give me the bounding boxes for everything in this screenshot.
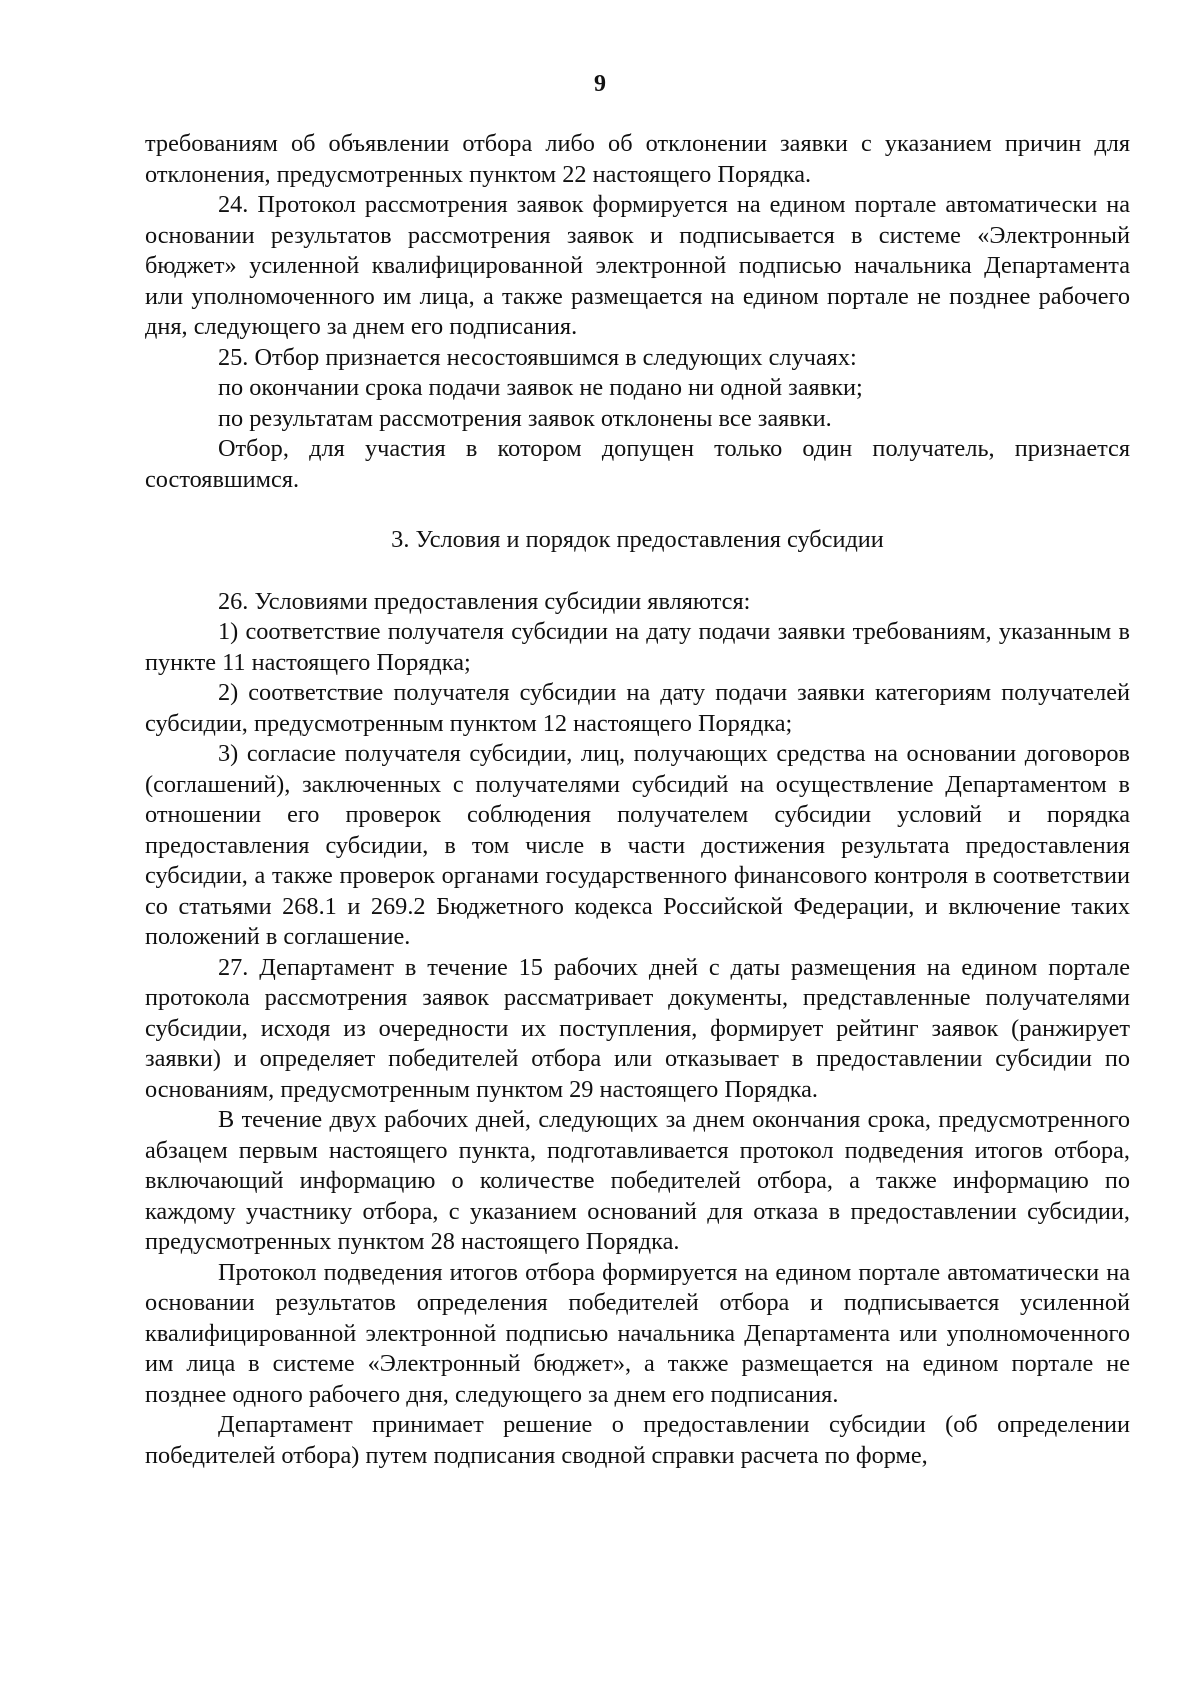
paragraph: Департамент принимает решение о предоставлении субсидии (об определении победителей отбора) путем подписания сводной справки расчета по форме, bbox=[145, 1411, 1130, 1469]
paragraph: 25. Отбор признается несостоявшимся в следующих случаях: bbox=[218, 343, 857, 371]
paragraph: 1) соответствие получателя субсидии на дату подачи заявки требованиям, указанным в пункте 11 настоящего Порядка; bbox=[145, 618, 1130, 676]
paragraph: Отбор, для участия в котором допущен только один получатель, признается состоявшимся. bbox=[145, 435, 1130, 493]
paragraph: по результатам рассмотрения заявок отклонены все заявки. bbox=[218, 404, 832, 432]
page-number: 9 bbox=[594, 71, 606, 97]
paragraph: требованиям об объявлении отбора либо об отклонении заявки с указанием причин для отклонения, предусмотренных пунктом 22 настоящего Порядка. bbox=[145, 130, 1130, 188]
paragraph: 26. Условиями предоставления субсидии являются: bbox=[218, 587, 751, 615]
paragraphs-before-section bbox=[145, 129, 1130, 495]
paragraph: 2) соответствие получателя субсидии на дату подачи заявки категориям получателей субсидии, предусмотренным пунктом 12 настоящего Порядка; bbox=[145, 679, 1130, 737]
paragraph: 24. Протокол рассмотрения заявок формируется на едином портале автоматически на основании результатов рассмотрения заявок и подписывается в системе «Электронный бюджет» усиленной квалифицированной электронной подписью начальника Департамента или уполномоченного им лица, а также размещается на едином портале не позднее рабочего дня, следующего за днем его подписания. bbox=[145, 191, 1130, 340]
paragraphs-after-section bbox=[145, 587, 1130, 1472]
paragraph: 27. Департамент в течение 15 рабочих дней с даты размещения на едином портале протокола рассмотрения заявок рассматривает документы, представленные получателями субсидии, исходя из очередности их поступления, формирует рейтинг заявок (ранжирует заявки) и определяет победителей отбора или отказывает в предоставлении субсидии по основаниям, предусмотренным пунктом 29 настоящего Порядка. bbox=[145, 953, 1130, 1103]
paragraph: В течение двух рабочих дней, следующих за днем окончания срока, предусмотренного абзацем первым настоящего пункта, подготавливается протокол подведения итогов отбора, включающий информацию о количестве победителей отбора, а также информацию по каждому участнику отбора, с указанием оснований для отказа в предоставлении субсидии, предусмотренных пунктом 28 настоящего Порядка. bbox=[145, 1106, 1130, 1255]
paragraph: Протокол подведения итогов отбора формируется на едином портале автоматически на основании результатов определения победителей отбора и подписывается усиленной квалифицированной электронной подписью начальника Департамента или уполномоченного им лица в системе «Электронный бюджет», а также размещается на едином портале не позднее одного рабочего дня, следующего за днем его подписания. bbox=[145, 1258, 1130, 1408]
section-heading: 3. Условия и порядок предоставления субсидии bbox=[391, 526, 884, 553]
paragraph: по окончании срока подачи заявок не подано ни одной заявки; bbox=[218, 374, 863, 401]
paragraph: 3) согласие получателя субсидии, лиц, получающих средства на основании договоров (соглашений), заключенных с получателями субсидий на осуществление Департаментом в отношении его проверок соблюдения получателем субсидии условий и порядка предоставления субсидии, в том числе в части достижения результата предоставления субсидии, а также проверок органами государственного финансового контроля в соответствии со статьями 268.1 и 269.2 Бюджетного кодекса Российской Федерации, и включение таких положений в соглашение. bbox=[145, 740, 1130, 950]
document-body bbox=[145, 129, 1130, 1471]
